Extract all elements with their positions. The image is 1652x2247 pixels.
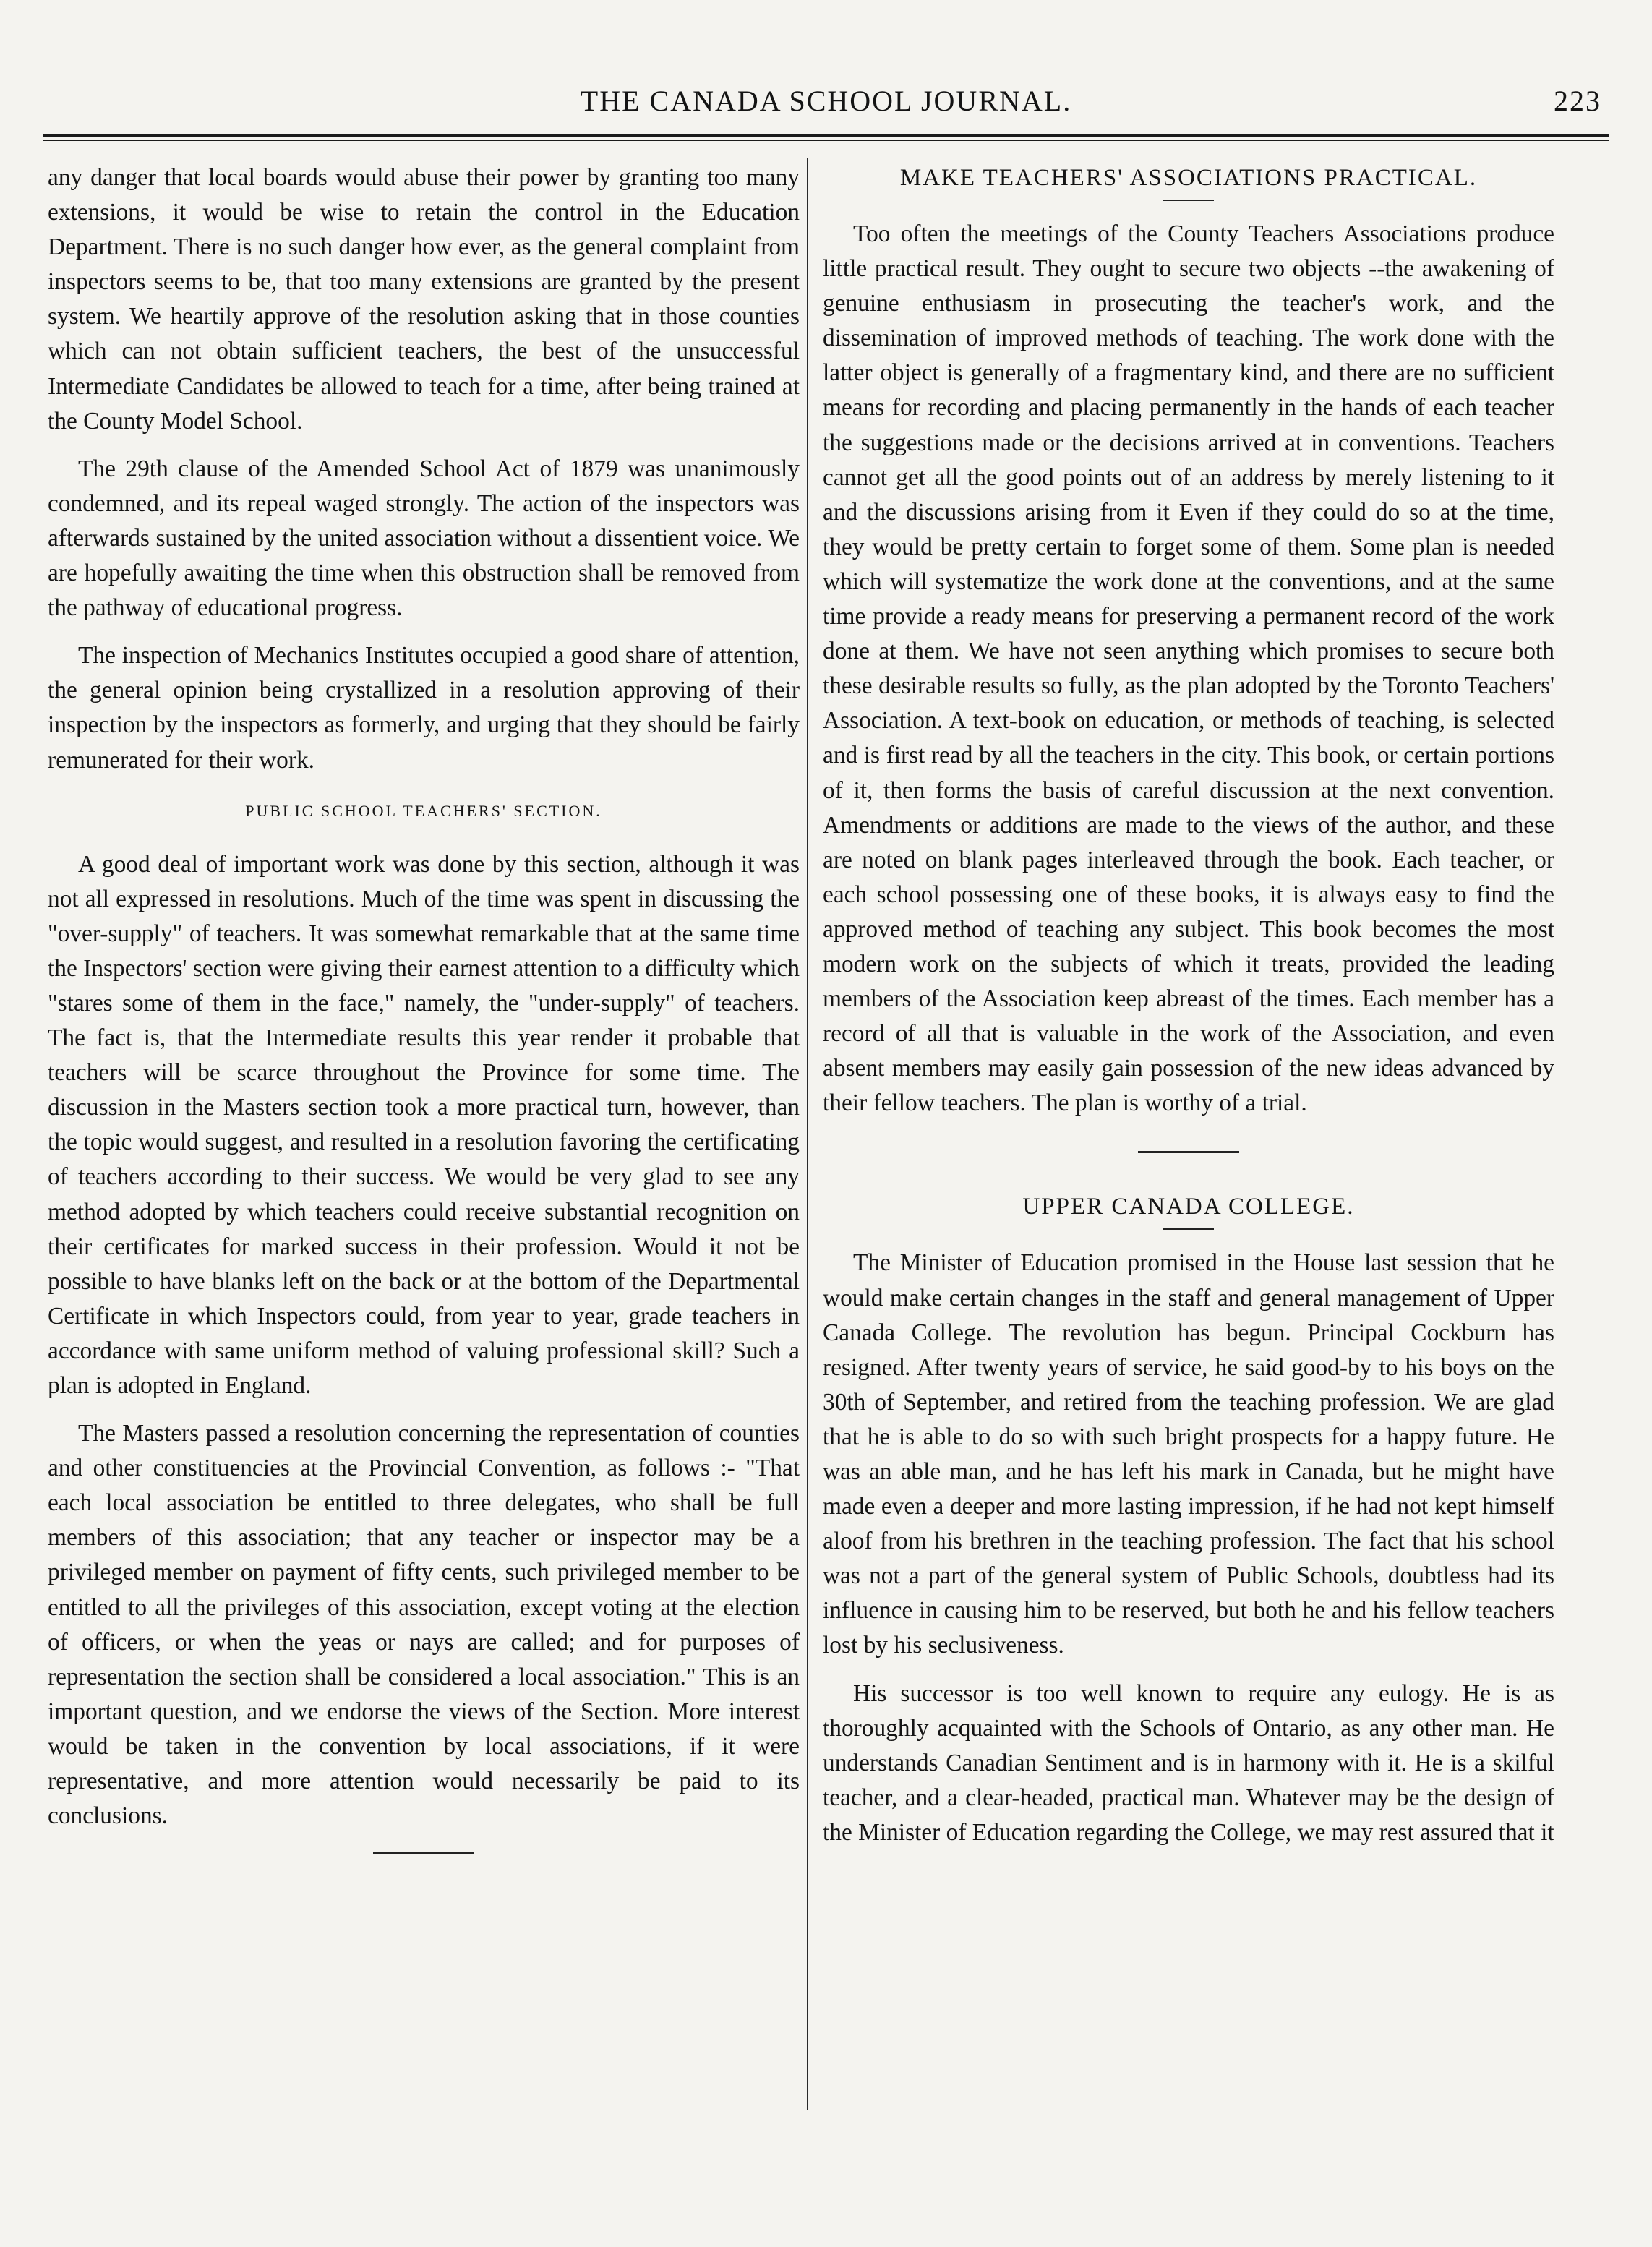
left-paragraph-1: any danger that local boards would abuse their power by granting too many extensions, it would be wise to retain the control in the Education Department. There is no such danger how ever, as the general complaint from inspectors seems to be, that too many extensions are granted by the present system. We heartily approve of the resolution asking that in those counties which can not obtain sufficient teachers, the best of the unsuccessful Intermediate Candidates be allowed to teach for a time, after being trained at the County Model School. (48, 164, 800, 435)
right-column (823, 160, 1554, 1863)
right-paragraph-3: His successor is too well known to require any eulogy. He is as thoroughly acquainted with the Schools of Ontario, as any other man. He understands Canadian Sentiment and is in harmony with it. He is a skilful teacher, and a clear-headed, practical man. Whatever may be the design of the Minister of Education regarding the College, we may rest assured that it (823, 1679, 1554, 1846)
left-paragraph-3: The inspection of Mechanics Institutes occupied a good share of attention, the general opinion being crystallized in a resolution approving of their inspection by the inspectors as formerly, and urging that they should be fairly remunerated for their work. (48, 642, 800, 774)
heading-dash (1163, 1228, 1214, 1230)
article-heading-teachers-associations: MAKE TEACHERS' ASSOCIATIONS PRACTICAL. (899, 165, 1478, 191)
left-column (48, 160, 800, 1854)
article-heading-upper-canada-college: UPPER CANADA COLLEGE. (1022, 1194, 1355, 1220)
left-paragraph-4: A good deal of important work was done by this section, although it was not all expressed in resolutions. Much of the time was spent in discussing the "over-supply" of teachers. It was somewhat remarkable that at the same time the Inspectors' section were giving their earnest attention to a difficulty which "stares some of them in the face," namely, the "under-supply" of teachers. The fact is, that the Intermediate results this year render it probable that teachers will be scarce throughout the Province for some time. The discussion in the Masters section took a more practical turn, however, than the topic would suggest, and resulted in a resolution favoring the certificating of teachers according to their success. We would be very glad to see any method adopted by which teachers could receive substantial recognition on their certificates for marked success in their profession. Would it not be possible to have blanks left on the back or at the bottom of the Departmental Certificate in which Inspectors could, from year to year, grade teachers in accordance with same uniform method of valuing professional skill? Such a plan is adopted in England. (48, 850, 800, 1399)
left-paragraph-2: The 29th clause of the Amended School Act of 1879 was unanimously condemned, and its repeal waged strongly. The action of the inspectors was afterwards sustained by the united association without a dissentient voice. We are hopefully awaiting the time when this obstruction shall be removed from the pathway of educational progress. (48, 455, 800, 622)
heading-dash (1163, 200, 1214, 201)
article-separator (1138, 1151, 1239, 1153)
right-paragraph-2: The Minister of Education promised in the House last session that he would make certain changes in the staff and general management of Upper Canada College. The revolution has begun. Principal Cockburn has resigned. After twenty years of service, he said good-by to his boys on the 30th of September, and retired from the teaching profession. We are glad that he is able to do so with such bright prospects for a happy future. He was an able man, and he has left his mark in Canada, but he might have made even a deeper and more lasting impression, if he had not kept himself aloof from his brethren in the teaching profession. The fact that his school was not a part of the general system of Public Schools, doubtless had its influence in causing him to be reserved, but both he and his fellow teachers lost by his seclusiveness. (823, 1249, 1554, 1659)
journal-title: THE CANADA SCHOOL JOURNAL. (580, 85, 1072, 117)
section-subhead: PUBLIC SCHOOL TEACHERS' SECTION. (245, 801, 602, 820)
left-paragraph-5: The Masters passed a resolution concerning the representation of counties and other constituencies at the Provincial Convention, as follows :- "That each local association be entitled to three delegates, who shall be full members of this association; that any teacher or inspector may be a privileged member on payment of fifty cents, such privileged member to be entitled to all the privileges of this association, except voting at the election of officers, or when the yeas or nays are called; and for purposes of representation the section shall be considered a local association." This is an important question, and we endorse the views of the Section. More interest would be taken in the convention by local associations, if it were representative, and more attention would necessarily be paid to its conclusions. (48, 1420, 800, 1830)
running-head (43, 80, 1609, 123)
header-rule-thin (43, 140, 1609, 141)
right-paragraph-1: Too often the meetings of the County Teachers Associations produce little practical result. They ought to secure two objects --the awakening of genuine enthusiasm in prosecuting the teacher's work, and the dissemination of improved methods of teaching. The work done with the latter object is generally of a fragmentary kind, and there are no sufficient means for recording and placing permanently in the hands of each teacher the suggestions made or the decisions arrived at in conventions. Teachers cannot get all the good points out of an address by merely listening to it and the discussions arising from it Even if they could do so at the time, they would be pretty certain to forget some of them. Some plan is needed which will systematize the work done at the conventions, and at the same time provide a ready means for preserving a permanent record of the work done at them. We have not seen anything which promises to secure both these desirable results so fully, as the plan adopted by the Toronto Teachers' Association. A text-book on education, or methods of teaching, is selected and is first read by all the teachers in the city. This book, or certain portions of it, then forms the basis of careful discussion at the next convention. Amendments or additions are made to the views of the author, and these are noted on blank pages interleaved through the book. Each teacher, or each school possessing one of these books, it is always easy to find the approved method of teaching any subject. This book becomes the most modern work on the subjects of which it treats, provided the leading members of the Association keep abreast of the times. Each member has a record of all that is valuable in the work of the Association, and even absent members may easily gain possession of the new ideas advanced by their fellow teachers. The plan is worthy of a trial. (823, 221, 1554, 1117)
end-rule (373, 1852, 474, 1854)
header-rule (43, 134, 1609, 137)
column-divider (807, 158, 808, 2110)
page-number: 223 (1554, 85, 1601, 117)
